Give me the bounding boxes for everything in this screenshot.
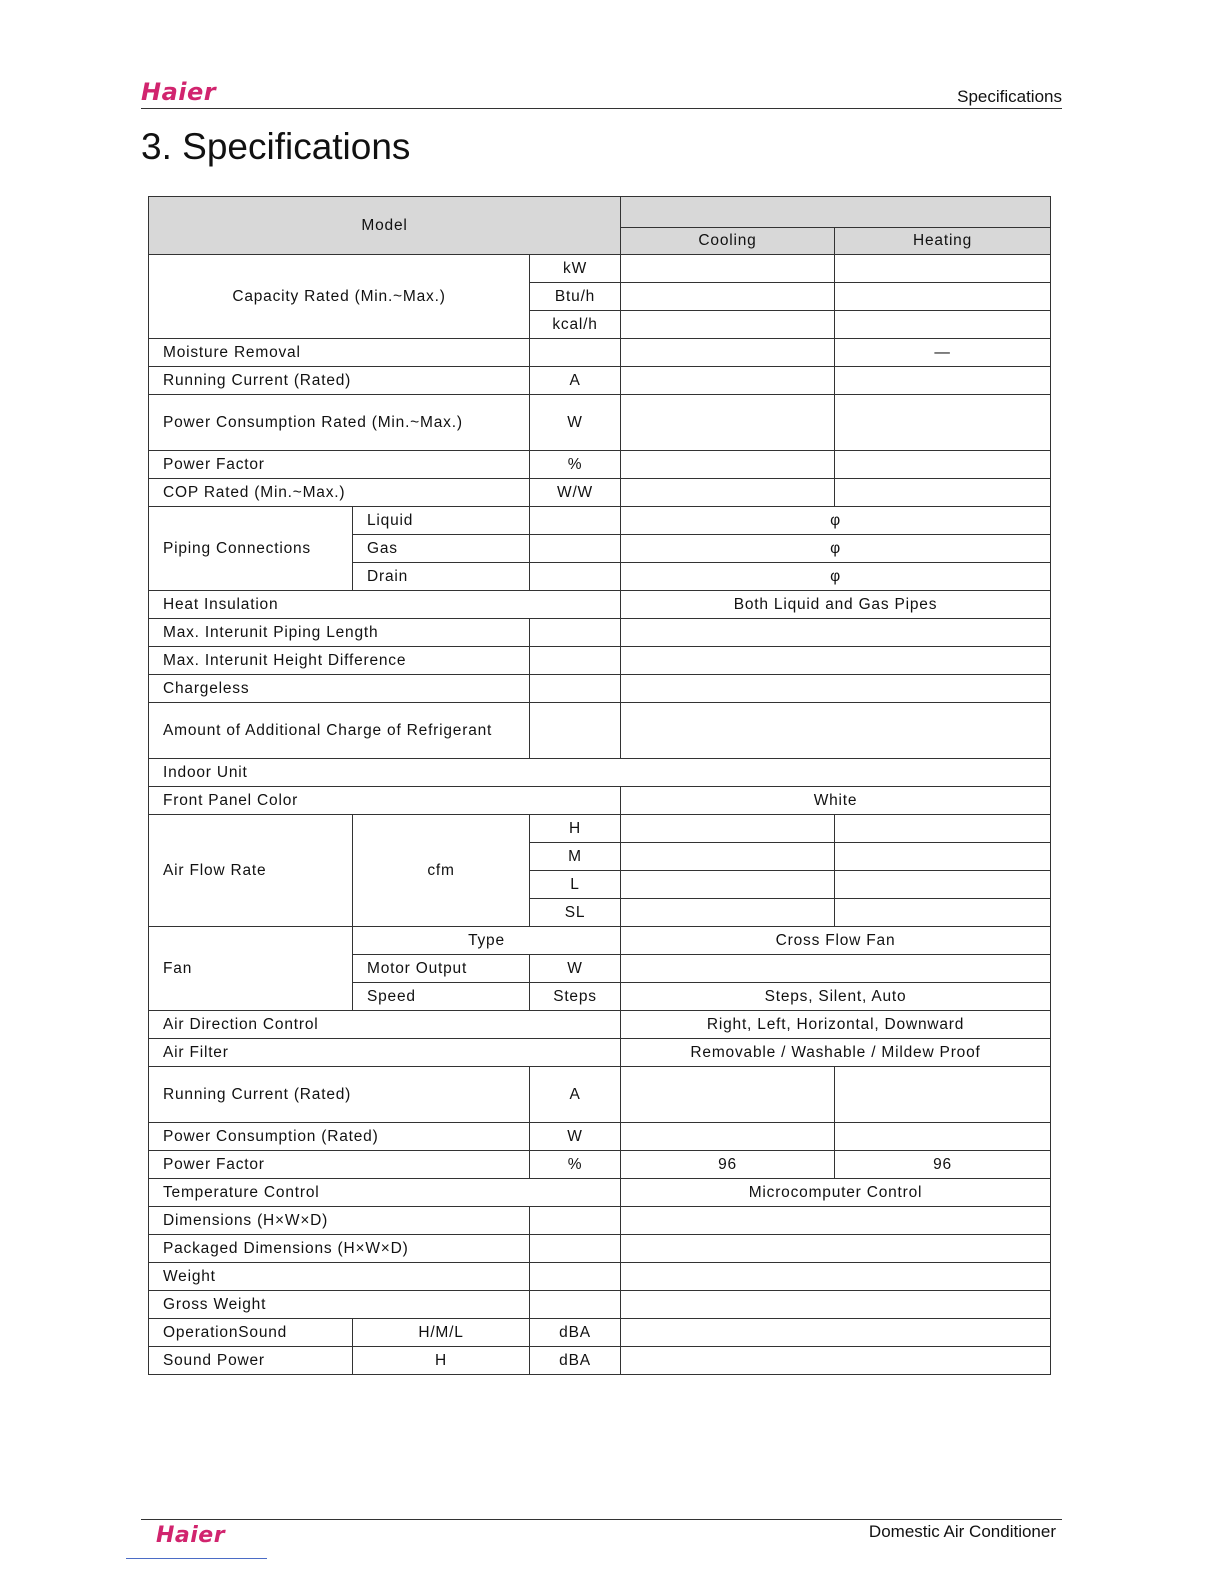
- specifications-table: [148, 196, 1051, 1375]
- moisture-heating-value: —: [835, 339, 1051, 367]
- cooling-header: Cooling: [621, 228, 835, 255]
- model-header: Model: [149, 197, 621, 255]
- speed-level: H: [530, 815, 621, 843]
- operation-sound-levels: H/M/L: [353, 1319, 530, 1347]
- running-current-2-label: Running Current (Rated): [149, 1067, 530, 1123]
- max-height-difference-label: Max. Interunit Height Difference: [149, 647, 530, 675]
- table-row: [149, 1263, 1051, 1291]
- header-rule: [141, 108, 1062, 109]
- unit-cell: A: [530, 1067, 621, 1123]
- power-consumption-label: Power Consumption Rated (Min.~Max.): [149, 395, 530, 451]
- table-row: [149, 367, 1051, 395]
- sound-power-level: H: [353, 1347, 530, 1375]
- model-value-cell: [621, 197, 1051, 228]
- air-flow-unit: cfm: [353, 815, 530, 927]
- motor-output-label: Motor Output: [353, 955, 530, 983]
- capacity-label: Capacity Rated (Min.~Max.): [149, 255, 530, 339]
- table-row: [149, 1291, 1051, 1319]
- unit-cell: dBA: [530, 1347, 621, 1375]
- footer-underline: [126, 1558, 267, 1559]
- unit-cell: dBA: [530, 1319, 621, 1347]
- table-row: [149, 1067, 1051, 1123]
- haier-logo-footer: Haier: [156, 1523, 226, 1548]
- table-row: [149, 479, 1051, 507]
- speed-level: L: [530, 871, 621, 899]
- power-factor-heating-value: 96: [835, 1151, 1051, 1179]
- chargeless-label: Chargeless: [149, 675, 530, 703]
- temperature-control-label: Temperature Control: [149, 1179, 621, 1207]
- power-factor-2-label: Power Factor: [149, 1151, 530, 1179]
- table-row: [149, 507, 1051, 535]
- unit-cell: W/W: [530, 479, 621, 507]
- air-direction-value: Right, Left, Horizontal, Downward: [621, 1011, 1051, 1039]
- table-row: [149, 675, 1051, 703]
- unit-cell: A: [530, 367, 621, 395]
- table-row: [149, 787, 1051, 815]
- fan-type-value: Cross Flow Fan: [621, 927, 1051, 955]
- table-row: [149, 647, 1051, 675]
- weight-label: Weight: [149, 1263, 530, 1291]
- front-panel-color-label: Front Panel Color: [149, 787, 621, 815]
- air-direction-label: Air Direction Control: [149, 1011, 621, 1039]
- table-row: [149, 619, 1051, 647]
- table-row: [149, 197, 1051, 228]
- table-row: [149, 1235, 1051, 1263]
- temperature-control-value: Microcomputer Control: [621, 1179, 1051, 1207]
- table-row: [149, 703, 1051, 759]
- max-piping-length-label: Max. Interunit Piping Length: [149, 619, 530, 647]
- table-row: [149, 1151, 1051, 1179]
- dimensions-label: Dimensions (H×W×D): [149, 1207, 530, 1235]
- unit-cell: W: [530, 955, 621, 983]
- haier-logo: Haier: [141, 78, 217, 106]
- power-consumption-2-label: Power Consumption (Rated): [149, 1123, 530, 1151]
- power-factor-cooling-value: 96: [621, 1151, 835, 1179]
- unit-cell: kcal/h: [530, 311, 621, 339]
- table-row: [149, 451, 1051, 479]
- table-row: [149, 1123, 1051, 1151]
- table-row: [149, 1039, 1051, 1067]
- heat-insulation-value: Both Liquid and Gas Pipes: [621, 591, 1051, 619]
- air-filter-value: Removable / Washable / Mildew Proof: [621, 1039, 1051, 1067]
- indoor-unit-label: Indoor Unit: [149, 759, 1051, 787]
- air-filter-label: Air Filter: [149, 1039, 621, 1067]
- running-current-label: Running Current (Rated): [149, 367, 530, 395]
- table-row: [149, 1011, 1051, 1039]
- footer-rule: [141, 1519, 1062, 1520]
- page-title: 3. Specifications: [141, 126, 411, 167]
- drain-label: Drain: [353, 563, 530, 591]
- table-row: [149, 255, 1051, 283]
- sound-power-label: Sound Power: [149, 1347, 353, 1375]
- fan-speed-value: Steps, Silent, Auto: [621, 983, 1051, 1011]
- fan-label: Fan: [149, 927, 353, 1011]
- unit-cell: Steps: [530, 983, 621, 1011]
- table-row: [149, 1179, 1051, 1207]
- table-row: [149, 395, 1051, 451]
- unit-cell: Btu/h: [530, 283, 621, 311]
- unit-cell: kW: [530, 255, 621, 283]
- front-panel-color-value: White: [621, 787, 1051, 815]
- fan-type-label: Type: [353, 927, 621, 955]
- unit-cell: %: [530, 451, 621, 479]
- table-row: [149, 1319, 1051, 1347]
- footer-text: Domestic Air Conditioner: [868, 1522, 1056, 1541]
- table-row: [149, 815, 1051, 843]
- air-flow-rate-label: Air Flow Rate: [149, 815, 353, 927]
- speed-level: SL: [530, 899, 621, 927]
- unit-cell: W: [530, 395, 621, 451]
- additional-charge-label: Amount of Additional Charge of Refrigerant: [149, 703, 530, 759]
- gas-phi: φ: [621, 535, 1051, 563]
- liquid-label: Liquid: [353, 507, 530, 535]
- table-row: [149, 927, 1051, 955]
- unit-cell: %: [530, 1151, 621, 1179]
- unit-cell: W: [530, 1123, 621, 1151]
- fan-speed-label: Speed: [353, 983, 530, 1011]
- drain-phi: φ: [621, 563, 1051, 591]
- gross-weight-label: Gross Weight: [149, 1291, 530, 1319]
- speed-level: M: [530, 843, 621, 871]
- cop-label: COP Rated (Min.~Max.): [149, 479, 530, 507]
- moisture-removal-label: Moisture Removal: [149, 339, 530, 367]
- packaged-dimensions-label: Packaged Dimensions (H×W×D): [149, 1235, 530, 1263]
- gas-label: Gas: [353, 535, 530, 563]
- table-row: [149, 1207, 1051, 1235]
- power-factor-label: Power Factor: [149, 451, 530, 479]
- heat-insulation-label: Heat Insulation: [149, 591, 621, 619]
- heating-header: Heating: [835, 228, 1051, 255]
- table-row: [149, 591, 1051, 619]
- piping-connections-label: Piping Connections: [149, 507, 353, 591]
- table-row: [149, 1347, 1051, 1375]
- table-row: [149, 339, 1051, 367]
- liquid-phi: φ: [621, 507, 1051, 535]
- table-row: [149, 759, 1051, 787]
- operation-sound-label: OperationSound: [149, 1319, 353, 1347]
- header-section-label: Specifications: [957, 87, 1062, 106]
